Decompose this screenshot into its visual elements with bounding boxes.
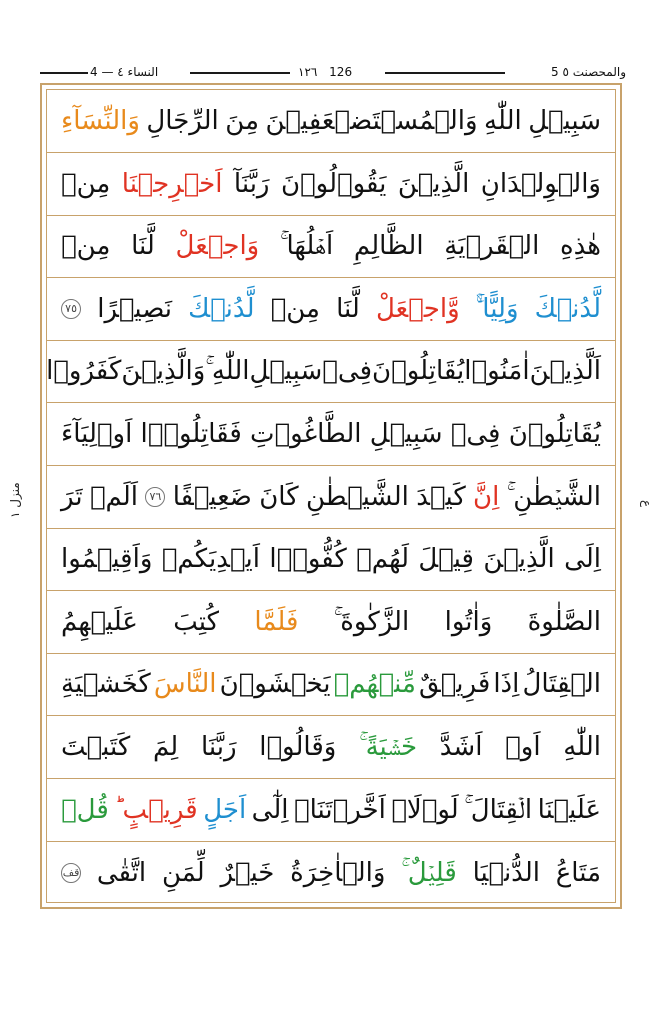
verse-line (47, 841, 615, 904)
word: اللّٰهِ ۚ (205, 356, 250, 387)
word: الزَّكٰوةَ ۚ (333, 606, 410, 637)
ayah-marker: قف (61, 863, 81, 883)
word: عَلَيۡهِمُ (61, 606, 138, 637)
word: يَخۡشَوۡنَ (219, 669, 331, 700)
word: الَّذِيۡنَ (397, 168, 470, 199)
word: لِمَ (152, 732, 179, 762)
word: اللّٰهِ (484, 106, 522, 136)
word: مِّنۡهُمۡ (333, 669, 416, 700)
word: مِنۡ (270, 293, 320, 324)
word: اِنَّ (473, 481, 500, 512)
verse-line (47, 653, 615, 716)
word: رَبَّنَا (200, 732, 237, 762)
word: يَقُوۡلُوۡنَ (280, 168, 387, 199)
ayah-marker: ٧٦ (145, 487, 165, 507)
word: الدُّنۡيَا (472, 857, 540, 888)
word: اَيۡدِيَكُمۡ (161, 544, 260, 575)
word: لَّدُنۡكَ (188, 293, 255, 324)
word: كُفُّوۡۤا (269, 544, 347, 575)
word: اَهۡلُهَا ۚ (279, 231, 334, 262)
word: الۡقَرۡيَةِ (444, 231, 540, 262)
word: مِنَ (225, 106, 259, 136)
word: اِلَى (564, 544, 601, 575)
word: اَشَدَّ (439, 732, 483, 762)
verse-line (47, 215, 615, 278)
word: لَّدُنۡكَ (534, 293, 601, 324)
word: الصَّلٰوةَ (527, 606, 601, 637)
word: الظَّالِمِ (353, 231, 424, 262)
word: اَوۡلِيَآءَ (61, 419, 133, 449)
word: كَيۡدَ (416, 481, 466, 512)
word: سَبِيۡلِ (528, 106, 601, 136)
word: الشَّيۡطٰنِ (305, 481, 409, 512)
word: قَرِيۡبٍ ؕ (114, 794, 198, 825)
page-number: 126 (329, 65, 353, 79)
manzil-marker: منزل ١ (8, 482, 22, 518)
word: فِىۡ (450, 419, 501, 449)
word: وَاَقِيۡمُوا (61, 544, 153, 575)
word: يُقَاتِلُوۡنَ (372, 356, 465, 387)
page-header (40, 62, 626, 84)
word: لَوۡلَاۤ (391, 794, 459, 825)
word: مِنۡ (61, 231, 111, 262)
page-frame-inner (46, 89, 616, 903)
word: سَبِيۡلِ (369, 419, 443, 449)
word: لَهُمۡ (356, 544, 409, 575)
verse-line (47, 466, 615, 529)
word: نَصِيۡرًا (97, 293, 173, 324)
verse-line (47, 779, 615, 842)
verse-line (47, 591, 615, 654)
verse-line (47, 90, 615, 153)
word: اتَّقٰى (96, 857, 147, 888)
header-rule-left (40, 72, 88, 74)
word: وَاجۡعَلْ (175, 231, 260, 262)
word: كَانَ (259, 481, 299, 512)
word: الرِّجَالِ (146, 106, 219, 136)
word: وَالۡاٰخِرَةُ (290, 857, 386, 888)
word: وَالۡمُسۡتَضۡعَفِيۡنَ (265, 106, 478, 136)
word: اَوۡ (505, 732, 541, 762)
word: وَّاجۡعَلْ (375, 293, 460, 324)
word: يُقَاتِلُوۡنَ (508, 419, 601, 449)
verse-line (47, 278, 615, 341)
word: خَيۡرٌ (220, 857, 275, 888)
word: كَتَبۡتَ (61, 732, 131, 762)
word: اللّٰهِ (563, 732, 601, 762)
word: تَرَ (61, 481, 83, 512)
word: اِذَا (493, 669, 520, 700)
word: اٰمَنُوۡا (464, 356, 530, 387)
word: هٰذِهِ (560, 231, 601, 262)
word: لَّنَا (131, 231, 155, 262)
word: فَلَمَّا (254, 606, 299, 637)
word: الَّذِيۡنَ (483, 544, 555, 575)
word: اَلَّذِيۡنَ (529, 356, 601, 387)
word: اَخۡرِجۡنَا (121, 168, 223, 199)
word: كَخَشۡيَةِ (61, 669, 151, 700)
verse-line (47, 528, 615, 591)
word: الۡقِتَالُ (522, 669, 601, 700)
word: قِيۡلَ (418, 544, 474, 575)
verse-lines (47, 90, 615, 902)
header-rule (385, 72, 505, 74)
word: فَرِيۡقٌ (418, 669, 491, 700)
ayah-marker: ٧٥ (61, 299, 81, 319)
juz-name: 5 والمحصنت ٥ (551, 65, 626, 79)
word: النَّاسَ (153, 669, 217, 700)
header-rule (190, 72, 290, 74)
word: وَالَّذِيۡنَ (121, 356, 206, 387)
page-frame (40, 83, 622, 909)
word: لِّمَنِ (161, 857, 205, 888)
word: مَتَاعُ (555, 857, 601, 888)
ruku-marker: ع (640, 500, 654, 508)
word: وَقَالُوۡا (259, 732, 337, 762)
word: كَفَرُوۡا (46, 356, 122, 387)
word: سَبِيۡلِ (249, 356, 323, 387)
word: الۡقِتَالَ ۚ (464, 794, 533, 825)
word: اَلَمۡ (89, 481, 139, 512)
word: فَقَاتِلُوۡۤا (140, 419, 242, 449)
surah-name: النساء ٤ — 4 (90, 65, 159, 79)
word: اَخَّرۡتَنَاۤ (293, 794, 386, 825)
word: اَجَلٍ (203, 794, 247, 825)
word: ضَعِيۡفًا (172, 481, 252, 512)
word: فِىۡ (322, 356, 372, 387)
verse-line (47, 340, 615, 403)
word: قُلۡ (61, 794, 109, 825)
word: الطَّاغُوۡتِ (250, 419, 362, 449)
verse-line (47, 153, 615, 216)
page-number-block (294, 62, 356, 82)
word: كُتِبَ (173, 606, 220, 637)
verse-line (47, 403, 615, 466)
word: خَشۡيَةً ۚ (359, 732, 418, 762)
word: رَبَّنَآ (233, 168, 270, 199)
word: قَلِيۡلٌ ۚ (401, 857, 457, 888)
page-number-arabic: ١٢٦ (298, 65, 318, 79)
verse-line (47, 716, 615, 779)
word: وَاٰتُوا (444, 606, 493, 637)
word: لَّنَا (336, 293, 360, 324)
word: وَالنِّسَآءِ (61, 106, 140, 136)
word: مِنۡ (61, 168, 111, 199)
word: وَلِيًّا ۙۚ (475, 293, 519, 324)
word: وَالۡوِلۡدَانِ (480, 168, 601, 199)
word: اِلٰٓى (251, 794, 289, 825)
word: الشَّيۡطٰنِ ۚ (506, 481, 601, 512)
word: عَلَيۡنَا (537, 794, 601, 825)
